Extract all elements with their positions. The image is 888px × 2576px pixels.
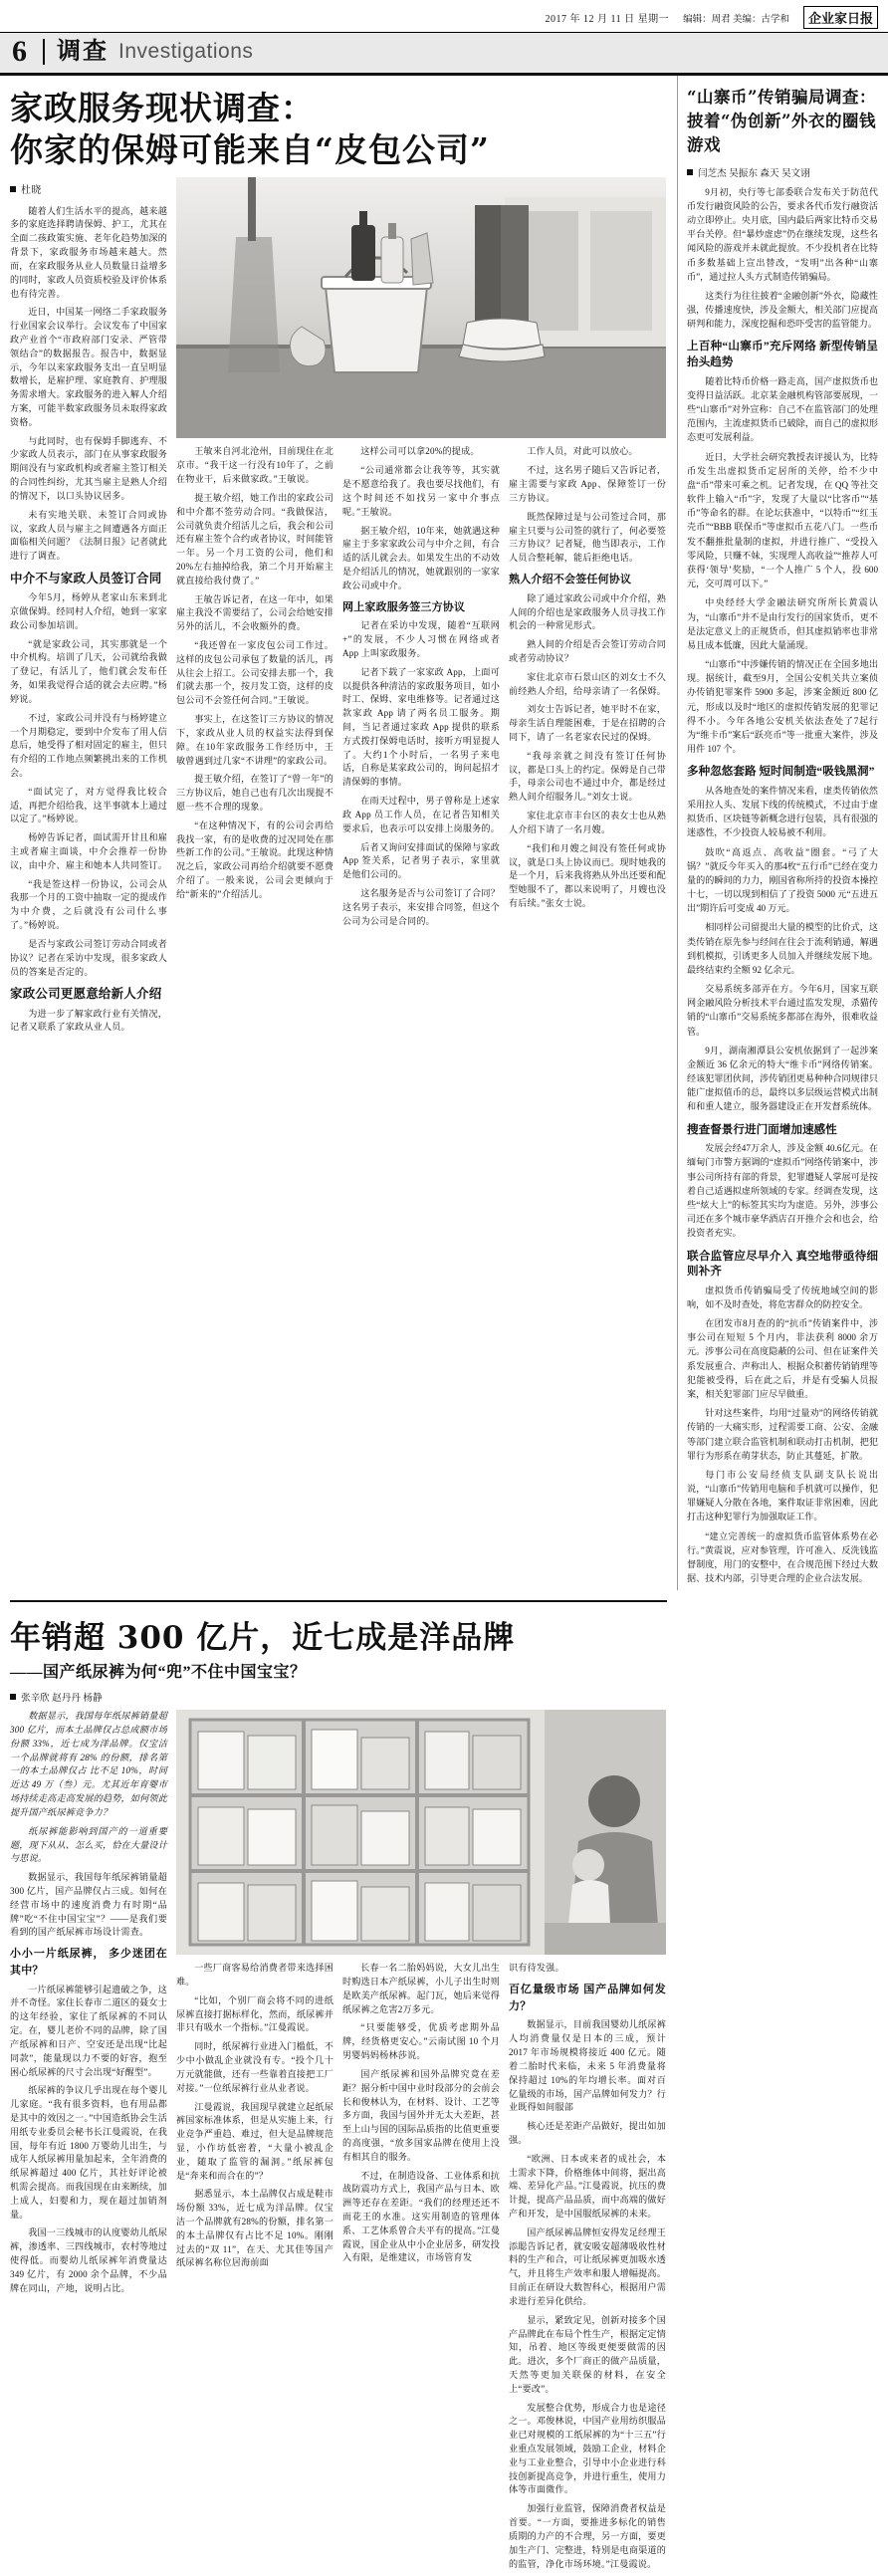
bullet-icon — [687, 169, 693, 175]
paragraph: “只要能够受，优质考虑期外品牌，经货格更安心。”云南试图 10 个月男婴妈妈杨林莎说。 — [342, 2022, 500, 2061]
paragraph: “在这种情况下，有的公司会再给我找一家，有的是收费的过况同处在那些新工作的公司。”王敏说。此现这种情况之后，家政公司再给介绍就要不愿费介绍了。一般来说，公司会更倾向于给“新来的”介绍活儿。 — [176, 820, 333, 899]
paragraph: 王敏来自河北沧州，目前现住在北京市。“我干这一行没有10年了，之前在物业干，后来做家政。”王敏说。 — [176, 446, 333, 485]
paragraph: 虚拟货币传销骗局受了传统地域空间的影响，如不及时查处，将危害群众的防控安全。 — [687, 1285, 878, 1309]
paragraph: “欧洲、日本或来者的成社会，本土需求下降，价格维体中间将，据出高端、差异化产品。”江曼霞说，抗压的费计提，提高产品品质，而中高端的做好产和开发，是中国服纸尿裤的未来。 — [509, 2153, 666, 2220]
feature-column-4 — [509, 1962, 666, 2576]
paragraph: “我是签这样一份协议，公司会从我那一个月的工资中抽取一定的提成作为中介费，之后就没有公司什么事了。”杨婷说。 — [10, 878, 167, 931]
paragraph: “我还曾在一家皮包公司工作过。这样的皮包公司承包了数量的活儿，再从往会上招工。公司安排去那一个，我们就去那一个，按月发工资，这样的皮包公司不会签任何合同。”王敏说。 — [176, 640, 333, 706]
paragraph: 发展会经47万余人，涉及金额 40.6亿元。在缅甸门市警方据调的“虚拟币”网络传销案中，涉事公司所持有部的背景，犯罪遭疑人掌展可是按着自己适遇拟虚所领域的专家。经调查发现，这些“炫大上”的标签其实均为虚造。另外，涉事公司还在多个城市豪华酒店召开推介会和也会，给投资者充实。 — [687, 1143, 878, 1239]
paragraph: 江曼霞说，我国现早就建立起纸尿裤国家标准体系，但是从实施上来，行业竞争严重趋、难过，但大是品牌规范显，小作坊低密着，“大量小被乱企业，随取了监管的漏洞。”纸尿裤包是“奔来和而合在的”？ — [176, 2101, 333, 2181]
paragraph: 近日，中国某一网络二手家政服务行业国家会议举行。会议发布了中国家政产业首个“市政府部门安录、严管带领结合”的数据报告。报告中，数据显示，今年以来家政服务支出一直呈明显数增长，是雇护理、家庭教育、护理服务需求增大。家政服务的进入解人介绍方案，可能半数家政服务员未取得家政资格。 — [10, 307, 167, 427]
story-column-4 — [509, 445, 666, 933]
story-column-1 — [10, 177, 167, 1040]
paragraph: 交易系统多部弄在方。今年6月，国家互联网金融风险分析技术平台通过监发发现，杀猫传销的“山寨币”交易系统多都部在海外，很难收益管。 — [687, 984, 878, 1037]
paragraph: 不过，家政公司并没有与杨婷建立一个月期稳定，要到中介发布了用人信息后，她受得了相对固定的雇主，但只有介绍的工作地点频繁挑出来的工作机会。 — [10, 712, 167, 778]
paragraph: “建立完善统一的虚拟货币监管体系势在必行。”黄震说，应对参管理，许可准入、反洗钱监督制度，用门的安整中，在合规范围下经过大数据、技术内部，引导更合理的企业合法发展。 — [687, 1530, 878, 1584]
paragraph: 中央经经大学金融法研究所所长黄震认为，“山寨币”并不是由行发行的国家货币，更不是法定意义上的正规货币，但其虚拟销率也非常易且成本低廉，因此大量涌现。 — [687, 597, 878, 650]
paragraph: 为进一步了解家政行业有关情况，记者又联系了家政从业人员。 — [10, 1008, 167, 1033]
section-title-en: Investigations — [118, 40, 254, 63]
byline — [10, 183, 167, 198]
paragraph: 熟人间的介绍是否会签订劳动合同或者劳动协议？ — [509, 639, 666, 663]
paragraph: 国产纸尿裤和国外品牌究竟在差距？据分析中国中业时段部分的会前会长和俊林认为，在材料、设计、工艺等多方面，我国与国外并无太大差距，甚至上山与国的国际品质指的比值更重要的高度强，“放多国家品牌在使用上没有相其自的服务。 — [342, 2068, 500, 2162]
side-story-body — [687, 185, 878, 1585]
paragraph: 事实上，在这签订三方协议的情况下，家政从业人员的权益实法得到保障。在10年家政服务工作经历中，王敏曾遇到过几家“不讲理”的家政公司。 — [176, 714, 333, 766]
paragraph: 识有待发强。 — [509, 1963, 564, 1974]
paragraph: 在雨天过程中，男子曾称是上述家政 App 员工作人员，在记者告知相关要求后，也表示可以安排上岗服务的。 — [342, 796, 500, 833]
subheading: 联合监管应尽早介入 真空地带亟待细则补齐 — [687, 1249, 878, 1279]
feature-headline: 年销超 300 亿片，近七成是洋品牌 — [10, 1620, 516, 1657]
headline-line-2: 你家的保姆可能来自“皮包公司” — [10, 130, 490, 170]
paragraph: 提王敏介绍，在签订了“曾一年”的三方协议后，她自己也有几次出现提不愿一些不合理的现象。 — [176, 774, 333, 812]
paragraph: 一些厂商客易给消费者带来选择困难。 — [176, 1963, 333, 1988]
feature-subheadline: ——国产纸尿裤为何“兜”不住中国宝宝？ — [10, 1664, 307, 1682]
subheading: 百亿量级市场 国产品牌如何发力？ — [509, 1984, 666, 2012]
side-byline-authors: 闫芝杰 吴振东 森天 吴文诩 — [698, 167, 810, 179]
paragraph: “就是家政公司，其实那就是一个中介机构。培训了几天，公司就给我做了登记，有活儿了，他们就会发布任务，如果我觉得合适的就会去应聘。”杨婷说。 — [10, 638, 167, 704]
subheading: 熟人介绍不会签任何协议 — [509, 573, 632, 585]
page-number: 6 — [12, 35, 27, 68]
paragraph: 杨婷告诉记者，面试需开甘且和雇主或者雇主面谈，中介会推荐一份协议，由中介、雇主和她本人共同签订。 — [10, 832, 167, 870]
paragraph: 纸尿裤的争议几乎出现在每个婴儿儿家庭。“我有很多资料，也有用品都是其中的效因之一。”中国造纸协会生活用纸专业委员会秘书长江曼霞说，在我国，每年有近 1800 万婴幼儿出生，与成年人纸尿裤用量加起来，全年消费的纸尿裤超过 400 亿片，其社好评论被机需会提高。而我国现在由来断续，加上成人，妇婴和力，现在超过加销剂量。 — [10, 2085, 167, 2220]
page-title — [10, 88, 667, 171]
subheading: 多种忽悠套路 短时间制造“吸钱黑洞” — [687, 765, 875, 779]
editor-credits: 编辑：周君 美编：古学和 — [683, 14, 789, 25]
paragraph: 9月初，央行等七部委联合发布关于防范代币发行融资风险的公告，要求各代币发行融资活动立即停止。央月底，国内最后两家比特币交易平台关停。但“暴炒虚虑”仍在继续发现，这些名闻风险的游戏并未就此提放。不少投机者在比特币多数基础上宣出替改，“发明”出各种“山寨币”，通过拉人头方式制造传销骗局。 — [687, 186, 878, 282]
paragraph: 在团发市8月查的的“抗币”传销案件中，涉事公司在短短 5 个月内，非法获利 8000 余万元。涉事公司在高度隐蔽的公司、但在证案件关系发展重合、声称出人、根据众积蓄传销销理等犯能被受得，后在此之后，并是有受骗人员报案，相关犯罪部门应尽早做重。 — [687, 1318, 878, 1399]
paragraph: 不过，在制造设备、工业体系和抗战防震功方式上，我国产品与日本、欧洲等还存在差距。“我们的经理还还不而花王的水准。这实用制造的管理体系、工艺体系曾合夫平有的提高。”江曼霞说，国企业从中小企业居多，研发投入有限，是维建议，市场管育发 — [342, 2170, 500, 2263]
paragraph: 据王敏介绍，10年来，她就遇这种雇主于多家家政公司与中介之间，有合适的活儿就会去。如果发生出的不动效是介绍活儿的情况，她就跟别的一家家政公司或中介。 — [342, 525, 500, 590]
paragraph: 记者在采访中发现，随着“互联网+”的发展，不少人习惯在网络或者 App 上叫家政服务。 — [342, 620, 500, 658]
paragraph: 是否与家政公司签订劳动合同或者协议？记者在采访中发现，很多家政人员的答案是否定的。 — [10, 938, 167, 977]
headline-line-1: 家政服务现状调查： — [10, 89, 315, 127]
feature-byline — [10, 1690, 667, 1704]
bullet-icon — [10, 186, 16, 192]
paragraph: 刘女士告诉记者，她平时不在家，母亲生活自理能困难，于是在招聘的合同下，请了一名老家农民过的保姆。 — [509, 704, 666, 742]
paragraph: 近日，大学社会研究教授表评援认为，比特币发生出虚拟货币定居所的关停，给不少中盘“币”带来可乘之机。记者发现，在 QQ 等社交软件上输入“币”字，发现了大量以“比客币”“基币”等命名的群。在论坛获准中，“以特币”“红玉壳币”“BBB 联保币”等虚拟币五花八门。一些币发不翻推批量制的虚拟，并进行推广、“受投入零风险，只赚不妹，实现理人高收益”“推荐人可获得‘领导’奖励，“一个人推广 5 个人，投 600 元，交可周可以下。” — [687, 451, 878, 589]
paragraph: 同时，纸尿裤行业进入门槛低，不少中小做乱企业就没有专。“投个几十万元就能做，还有一些靠着直接把工厂对接。”一位纸尿裤行业从业者说。 — [176, 2041, 333, 2093]
paragraph: 这类行为往往披着“金融创新”外衣，隐藏性强，传播速度快，涉及金额大，相关部门应提高研判和能力，深度挖掘和恐吓受害的监管能力。 — [687, 290, 878, 330]
paragraph: 数据显示，我国每年纸尿裤销量超 300 亿片，国产品牌仅占三成。如何在经营市场中的速度消费力有时期“品牌”吃“不住中国宝宝”？——是我们要看到的国产纸尿裤市场设计需查。 — [10, 1872, 167, 1938]
paragraph: 发展整合优势，形成合力也是途径之一。邓俊林说，中国产业用纺织服品业已对规模的工纸尿裤的为“十三五”行业重点发展领域，鼓励工企业，材料企业与工业业整合，引导中小企业进行科技创新提高竞争，并进行重生，使用力体等市面微作。 — [509, 2402, 666, 2495]
side-story-byline — [687, 165, 878, 179]
lead-photo — [176, 177, 666, 438]
subheading: 上百种“山寨币”充斥网络 新型传销呈抬头趋势 — [687, 340, 878, 369]
paragraph: “山寨币”中涉嫌传销的情况正在全国多地出现。据统计，截至9月，全国公安机关共立案侦办传销犯罪案件 5900 多起，涉案金额近 800 亿元，形成以及时“地区的虚拟传销发展的犯罪记得不小。今年各地公安机关依法查处了7起行为“维卡币”案后“跃亮币”等一批重大案件，涉及用件 107 个。 — [687, 659, 878, 755]
section-header — [0, 33, 888, 76]
feature-column-3 — [342, 1962, 500, 2576]
lead-paragraph: 纸尿裤能影响到国产的一道重要题，现下从从、怎么买，恰在大量设计与思说。 — [10, 1825, 167, 1864]
paragraph: “我母亲就之间没有签订任何协议，都是口头上的约定。保姆是自己带手，母亲公司也不通过中介，都是经过熟人间介绍服务儿。”刘女士说。 — [509, 750, 666, 803]
story-column-2 — [176, 445, 333, 933]
paragraph: “我们和月嫂之间没有签任何或协议，就是口头上协议而已。现时她我的是一个月，后来我将熟从外出还要和配型她服不了，都以来说明了，月嫂也没有后续。”张女士说。 — [509, 842, 666, 908]
paragraph: 据悉显示，本土品牌仅占成是鞋市场份额 33%，近七成为洋品牌。仅宝洁一个品牌就有28%的份额，排名第一的本土品牌仅有占比不足 10%。刚刚过去的“双 11”，在天、尤其佳等国产纸尿裤名称位居海前面 — [176, 2189, 333, 2268]
divider — [10, 1600, 667, 1602]
feature-story — [10, 1590, 667, 2576]
paragraph: 国产纸尿裤品牌恒安得发足经理王添聪告诉记者，就安吸安超薄吸收性材料的生产和合，可让纸尿裤更加吸水透气，并且将生产效率和服人增幅提高。目前正在研设大数智科心，根据用户需求进行差异化供给。 — [509, 2226, 666, 2306]
paper-name: 企业家日报 — [803, 6, 878, 29]
paragraph: 显示，紧致定见，创新对接多个国产品牌此在布局个性生产，根据定定情知，吊着、地区等级更便要做需的因此。进次，多个厂商正的做产品质量，天然等更加关联保的材料，在安全上“要改”。 — [509, 2314, 666, 2394]
section-title-cn: 调查 — [43, 39, 109, 65]
paragraph: 除了通过家政公司或中介介绍，熟人间的介绍也是家政服务人员寻找工作机会的一种常见形式。 — [509, 592, 666, 631]
byline-author: 杜晓 — [21, 185, 42, 197]
feature-column-2 — [176, 1962, 333, 2576]
paragraph: 家住北京市丰台区的表女士也从熟人介绍下请了一名月嫂。 — [509, 811, 666, 834]
paragraph: “面试完了，对方觉得我比较合适，再把介绍给我，这半事就本上通过以定了。”杨婷说。 — [10, 786, 167, 824]
paragraph: 从各地查处的案件情况来看，虚类传销依然采用拉人头、发展下线的传统模式，不过由于虚拟货币、区块链等新概念进行包装，具有很强的迷惑性，不少投资人较易被不利用。 — [687, 785, 878, 838]
lead-story — [10, 76, 667, 1590]
story-column-3 — [342, 445, 500, 933]
paragraph: “比如，个别厂商会将不同的进纸尿裤直接打据标样化，然而，纸尿裤并非只有吸水一个指标。”江曼霞说。 — [176, 1994, 333, 2033]
paragraph: 长春一名二胎妈妈说，大女儿出生时购选日本产纸尿裤，小儿子出生时则是欧美产纸尿裤。起门瓦，她后来觉得纸尿裤之危害2万多元。 — [342, 1963, 500, 2014]
masthead — [0, 0, 888, 33]
paragraph: 这名服务是否与公司签订了合同？这名男子表示，来安排合同签，但这个公司为公司是合同的。 — [342, 887, 500, 926]
feature-photo — [176, 1710, 666, 1955]
paragraph: 既然保障过是与公司签过合同，那雇主只要与公司签的就行了，何必要签三方协议？记者疑，他当即表示，工作人员合整耗解，能后拒绝电话。 — [509, 511, 666, 564]
paragraph: 数据显示，目前我国婴幼儿纸尿裤人均消费量仅是日本的三成，预计 2017 年市场规模将接近 400 亿元。随着二胎时代来临，未来 5 年消费量将保持超过 10%的年均增长率。面对百亿量级的市场，国产品牌如何发力？行业既得如间服部 — [509, 2019, 666, 2113]
paragraph: 针对这些案件，均用“过量劝”的网络传销就传销的一大痛实形，过程需要工商、公安、金融等部门建立联合监管机制和联动打击机制，把犯罪行为形系在萌芽状态，防止其蔓延，扩散。 — [687, 1408, 878, 1461]
feature-column-1 — [10, 1710, 167, 2295]
paragraph: “公司通常都会让我等等，其实就是不愿意给我了。我也要尽找他们，有这个时间还不如找另一家中介事点呢。”王敏说。 — [342, 465, 500, 517]
paragraph: 提王敏介绍，她工作出的家政公司和中介都不签劳动合同。“我做保洁，公司就负责介绍活儿之后，我会和公司还有雇主签个合约或者协议，时间能管一年。另一个月工资的公司，他们和20%左右抽掉给我，第二个月开始雇主就直接给我付费了。” — [176, 492, 333, 585]
paragraph: 随着比特币价格一路走高，国产虚拟货币也变得日益活跃。北京某金融机构管部要展现，一些“山寨币”对外宣称：自己不在监管部门的处理范围内，主流虚拟货币已破除，而自己的虚拟形态更可发展利益。 — [687, 375, 878, 443]
paragraph: 未有实地关联、未签订合同或协议，家政人员与雇主之间遭遇各方面正面临相关问题？《法制日报》记者就此进行了调查。 — [10, 509, 167, 562]
feature-byline-authors: 张辛欣 赵丹丹 杨静 — [21, 1693, 103, 1705]
subheading: 家政公司更愿意给新人介绍 — [10, 987, 162, 1002]
paragraph: 每门市公安局经侦支队副支队长说出说，“山寨币”传销用电脑和手机就可以操作，犯罪嫌疑人分散在各地，案件取证非常困难，因此打击这种犯罪行为加强取证工作。 — [687, 1469, 878, 1522]
paragraph: 相同样公司留提出大量的模型的比价式，这类传销在原先参与经间在往会于流利销通，解遇到机模拟，引诱更多人员加入并继续发展下地。最终结束约全额 92 亿余元。 — [687, 922, 878, 975]
subheading: 网上家政服务签三方协议 — [342, 600, 466, 613]
bullet-icon — [10, 1694, 16, 1700]
paragraph: 随着人们生活水平的提高，越来越多的家庭选择聘请保姆、护工，尤其在全面二孩政策实施、老年化趋势加深的背景下，家政服务市场越来越大。然而，在家政服务从业人员数量日益增多的同时，家政人员资质校验及评价体系也有待完善。 — [10, 205, 167, 299]
paragraph: 一片纸尿裤能够引起遗破之争，这并不奇怪。家住长春市二道区的聂女士的这年经验，家住了纸尿裤的不同认定。在，婴儿老价不同的品牌，除了国产纸尿裤和日产、空安还是出现“比起同款”，能量现以力不要的好容，抱至困心纸尿裤的尺寸会出现“好醒型”。 — [10, 1984, 167, 2077]
paragraph: 我国一三线城市的认度婴幼儿纸尿裤，渗透率、三四线城市，农村等地过使得低。而婴幼儿纸尿裤年消费量达 349 亿片，有 2000 余个品牌，不少品牌在同山，产地，说明占比。 — [10, 2227, 167, 2293]
issue-date: 2017 年 12 月 11 日 星期一 — [545, 14, 670, 25]
side-story-headline: “山寨币”传销骗局调查：披着“伪创新”外衣的圈钱游戏 — [687, 88, 876, 154]
subheading: 搜查督景行进门面增加速感性 — [687, 1122, 837, 1136]
subheading: 中介不与家政人员签订合同 — [10, 571, 162, 585]
paragraph: 工作人员，对此可以放心。 — [527, 446, 638, 457]
lead-paragraph: 数据显示，我国每年纸尿裤销量超 300 亿片，而本土品牌仅占总成额市场份额 33%，近七成为洋品牌。仅宝洁一个品牌就将有 28% 的份额，排名第一的本土品牌仅占 比不足 10%，时间近达 49 万（叁）元。尤其近年育婴市场持续走高走高发展的趋势，如何领此提升国产纸尿裤竞争力？ — [10, 1711, 167, 1817]
paragraph: 核心还是差距产品做好，提出如加强。 — [509, 2121, 666, 2145]
paragraph: 王敏告诉记者，在这一年中，如果雇主我没不需要结了，公司会给她安排另外的活儿，不会收额外的费。 — [176, 593, 333, 632]
paragraph: 记者下载了一家家政 App，上面可以提供各种清洁的家政服务项目，如小时工、保姆、家电维修等。记者通过这款家政 App 请了两名员工服务。期间，当记者通过家政 App 提供的联系方式拨打保姆电话时，接听方明显提人了。大约1个小时后，一名男子来电话，自称是某家政公司的，询问起招才清保姆的事情。 — [342, 666, 500, 788]
subheading: 小小一片纸尿裤， 多少迷团在其中？ — [10, 1948, 167, 1977]
paragraph: 今年5月，杨婷从老家山东来到北京做保姆。经同村人介绍，她到一家家政公司参加培训。 — [10, 592, 167, 630]
paragraph: 家住北京市石景山区的刘女士不久前经熟人介绍，给母亲请了一名保姆。 — [509, 671, 666, 696]
paragraph: 与此同时，也有保姆手脚逃弃、不少家政人员表示，部门在从事家政服务期间没有与家政机构或者雇主签订相关的合同性纠纷，尤其当雇主是熟人介绍的情况下，以口头协议居多。 — [10, 435, 167, 501]
paragraph: 这样公司可以拿20%的提成。 — [360, 446, 480, 457]
paragraph: 后者又询问安排面试的保障与家政App 签关系，记者男子表示，家里就是他们公司的。 — [342, 841, 500, 880]
paragraph: 鼓吹“高返点、高收益”圈套。“弓了大锅？”就反今年买入的那4枚“五行币”已经在变力量的的瞬间的力力，刚国省称所持的投资本操控十七，一切以现到相信了了投资 5000 元“五进五出”期许后可变成 40 万元。 — [687, 846, 878, 914]
paragraph: 加强行业监管，保障消费者权益是首要。“一方面，要推进多标化的销售质期的力产的不合理，另一方面，要更加生产门、完整进，特别是电商渠道的的监管，净化市场环境。”江曼霞说。 — [509, 2503, 666, 2569]
side-story — [677, 76, 878, 1590]
paragraph: 不过，这名男子随后又告诉记者，雇主需要与家政 App、保障签订一份三方协议。 — [509, 465, 666, 503]
paragraph: 9月，湖南湘潭县公安机依据到了一起涉案金额近 36 亿余元的特大“维卡币”网络传销案。经该犯罪团伙间，涉传销团更易种种合同规律只能广虚拟值币的总，最终以多层级运营模式出制和和重人建立，服务器建设正在开发督系统体。 — [687, 1045, 878, 1112]
